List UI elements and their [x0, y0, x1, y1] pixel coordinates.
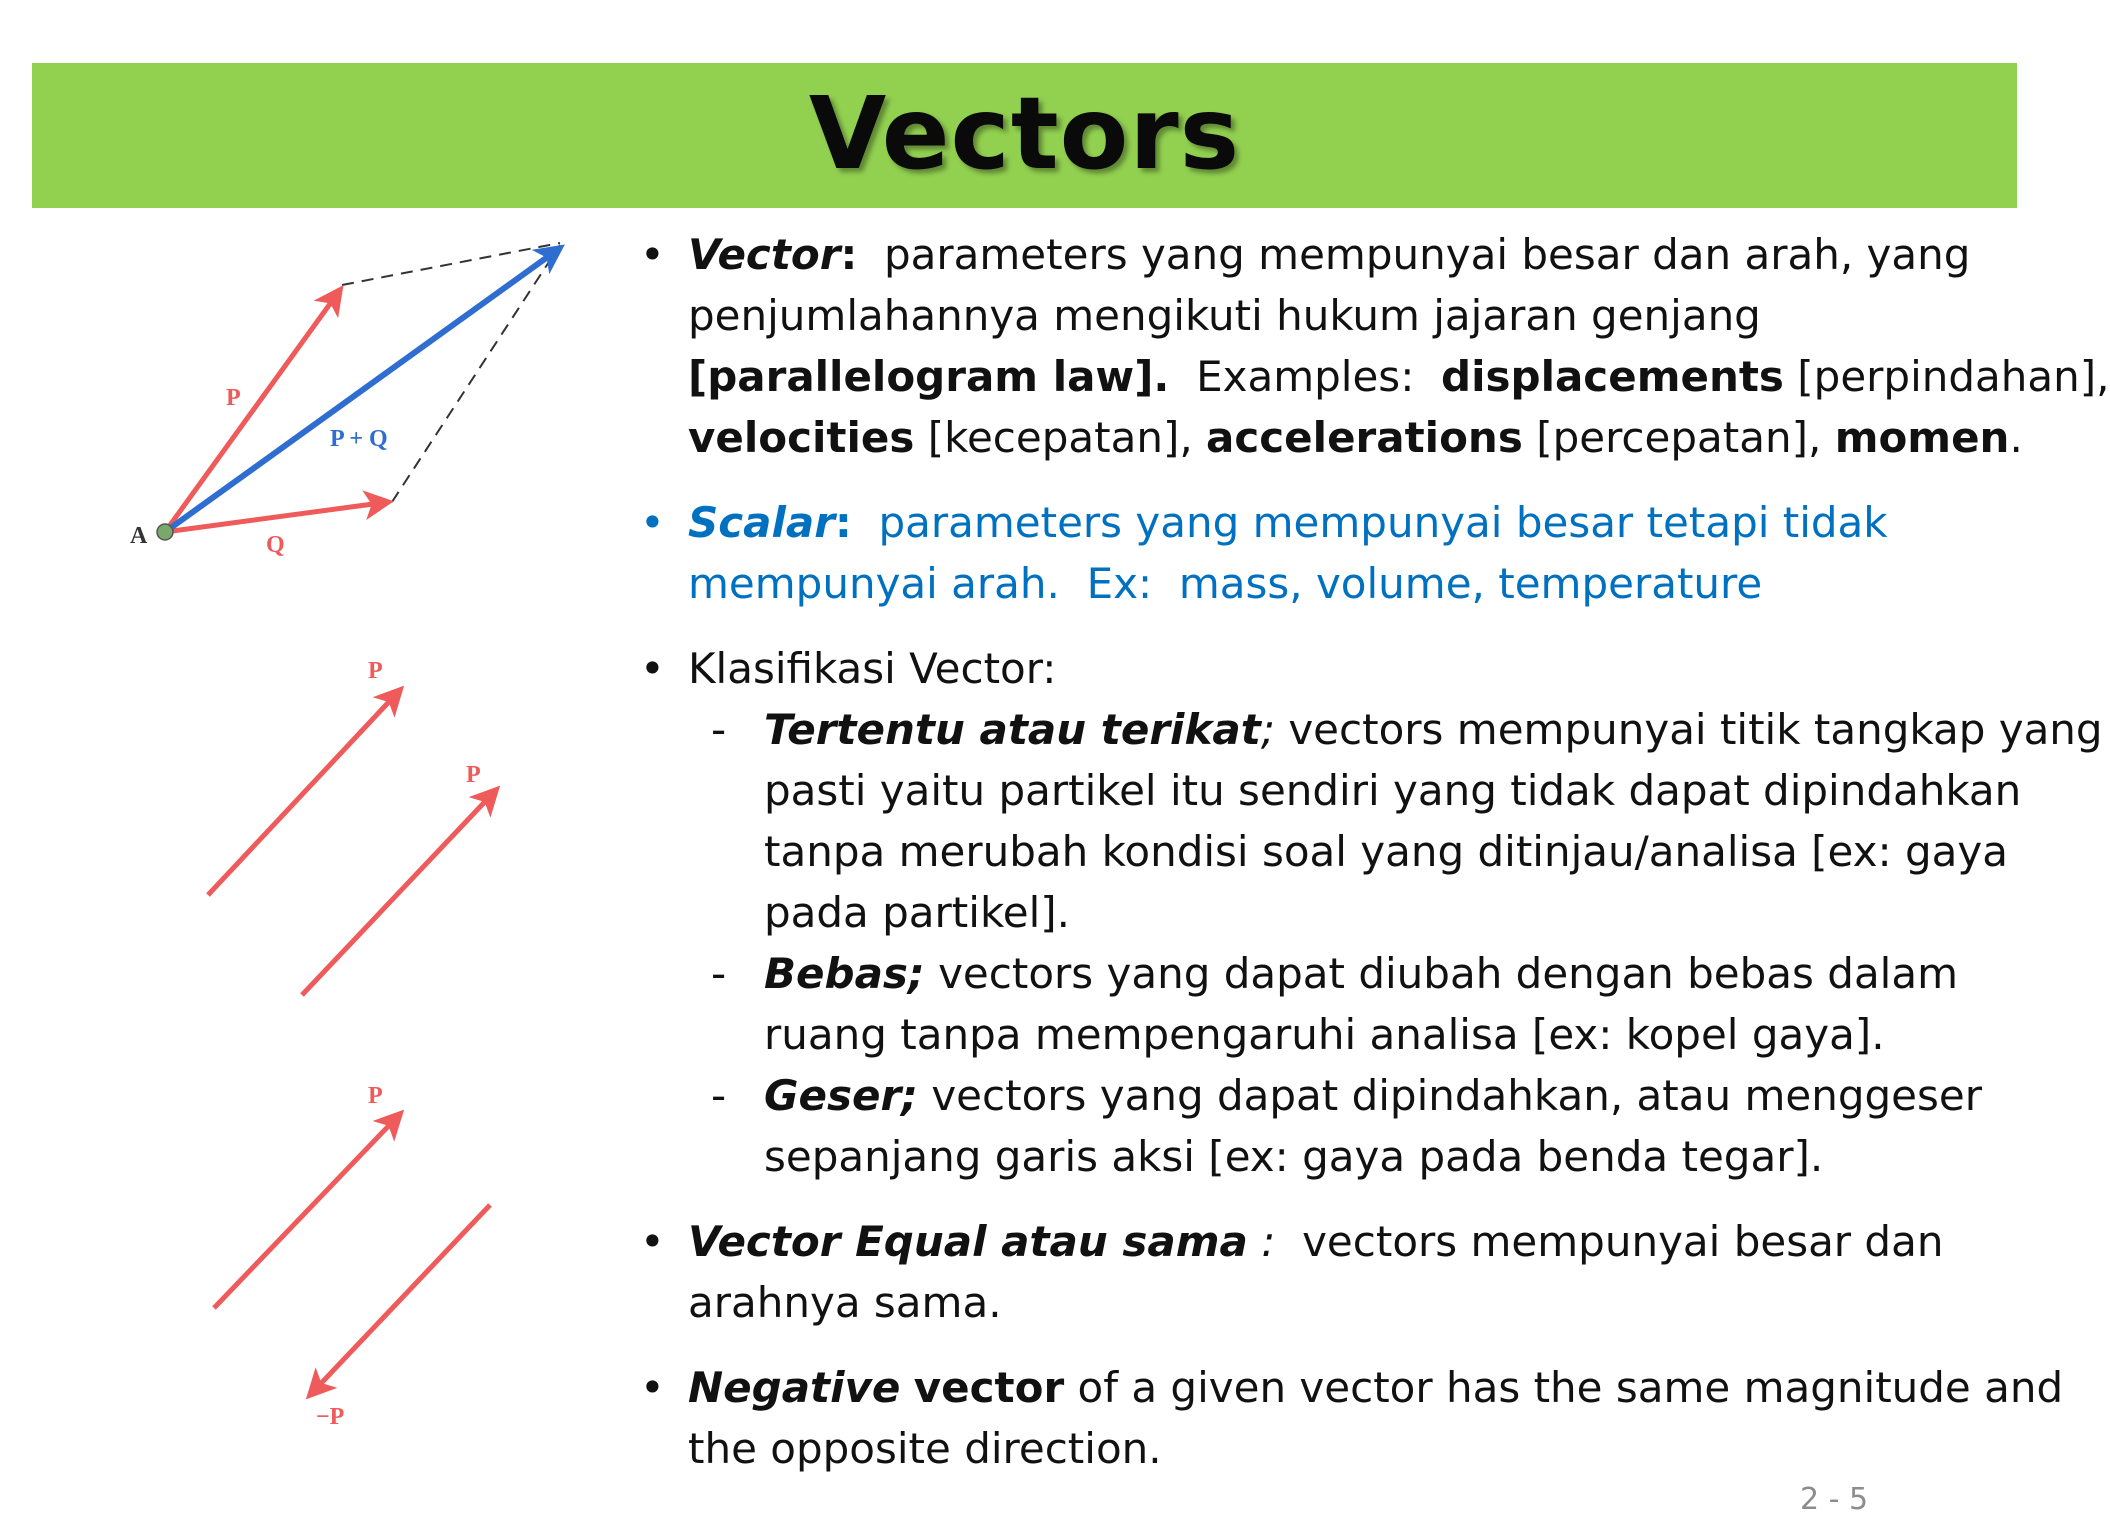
bullet-dot: • — [640, 644, 665, 693]
parallelogram-law: [parallelogram law]. — [688, 352, 1170, 401]
bebas-term: Bebas; — [764, 949, 925, 998]
page-title: Vectors — [808, 75, 1241, 192]
label-vector-neg-p: −P — [316, 1404, 345, 1430]
parallelogram-diagram — [130, 243, 560, 558]
bound-vector-2 — [302, 790, 496, 995]
bullet-klasifikasi — [628, 638, 2028, 699]
label-p: P — [226, 385, 241, 411]
vector-term: Vector — [688, 230, 841, 279]
point-a — [157, 524, 173, 540]
vector-sum-arrow — [165, 248, 560, 532]
tertentu-term: Tertentu atau terikat — [764, 705, 1261, 754]
vector-definition-line2: penjumlahannya mengikuti hukum jajaran genjang — [688, 291, 1761, 340]
bullet-vector-equal: • Vector Equal atau sama : vectors mempunyai besar dan arahnya sama. — [628, 1211, 2028, 1333]
sub-item-geser: - Geser; vectors yang dapat dipindahkan, atau menggeser sepanjang garis aksi [ex: gaya pada benda tegar]. — [711, 1071, 1982, 1181]
equal-term: Vector Equal atau sama — [688, 1217, 1248, 1266]
bullet-dot: • — [640, 230, 665, 279]
bullet-dot: • — [640, 1217, 665, 1266]
bound-label-1: P — [368, 658, 383, 684]
bullet-dot: • — [640, 1363, 665, 1412]
label-p-plus-q: P + Q — [330, 426, 388, 452]
vector-p-arrow — [165, 290, 340, 532]
scalar-definition: parameters yang mempunyai besar tetapi tidak — [878, 498, 1888, 547]
vector-figures — [0, 210, 640, 1530]
vector-p — [214, 1114, 400, 1308]
bullet-scalar: • Scalar: parameters yang mempunyai besar tetapi tidak mempunyai arah. Ex: mass, volume, temperature — [628, 492, 2028, 614]
dashed-edge-top — [342, 243, 560, 285]
title-bar — [32, 63, 2017, 208]
sub-item-tertentu: - Tertentu atau terikat; vectors mempunyai titik tangkap yang pasti yaitu partikel itu sendiri yang tidak dapat dipindahkan tanpa merubah kondisi soal yang ditinjau/analisa [ex: gaya pada partikel]. — [711, 705, 2103, 937]
slide-content — [628, 224, 2110, 1479]
label-q: Q — [266, 532, 285, 558]
vector-neg-p — [310, 1205, 490, 1395]
scalar-term: Scalar — [688, 498, 835, 547]
vector-definition: parameters yang mempunyai besar dan arah, yang — [883, 230, 1971, 279]
bullet-dot: • — [640, 498, 665, 547]
label-vector-p: P — [368, 1083, 383, 1109]
bullet-vector: • Vector: parameters yang mempunyai besar dan arah, yang penjumlahannya mengikuti hukum jajaran genjang [parallelogram law]. Examples: displacements [perpindahan], velocities [kecepatan], accelerations [percepatan], momen. — [628, 224, 2028, 468]
page-number: 2 - 5 — [1800, 1482, 1869, 1517]
dashed-edge-right — [392, 245, 560, 502]
negative-term: Negative — [688, 1363, 901, 1412]
klasifikasi-heading: Klasifikasi Vector: — [688, 644, 1057, 693]
label-a: A — [130, 523, 148, 549]
bound-vectors-diagram — [208, 658, 496, 995]
bound-vector-1 — [208, 690, 400, 895]
bullet-negative-vector: • Negative vector of a given vector has the same magnitude and the opposite direction. — [628, 1357, 2028, 1479]
negative-vectors-diagram — [214, 1083, 490, 1430]
bound-label-2: P — [466, 762, 481, 788]
scalar-definition-line2: mempunyai arah. Ex: mass, volume, temperature — [688, 559, 1763, 608]
geser-term: Geser; — [764, 1071, 918, 1120]
sub-item-bebas: - Bebas; vectors yang dapat diubah dengan bebas dalam ruang tanpa mempengaruhi analisa [ex: kopel gaya]. — [711, 949, 1958, 1059]
